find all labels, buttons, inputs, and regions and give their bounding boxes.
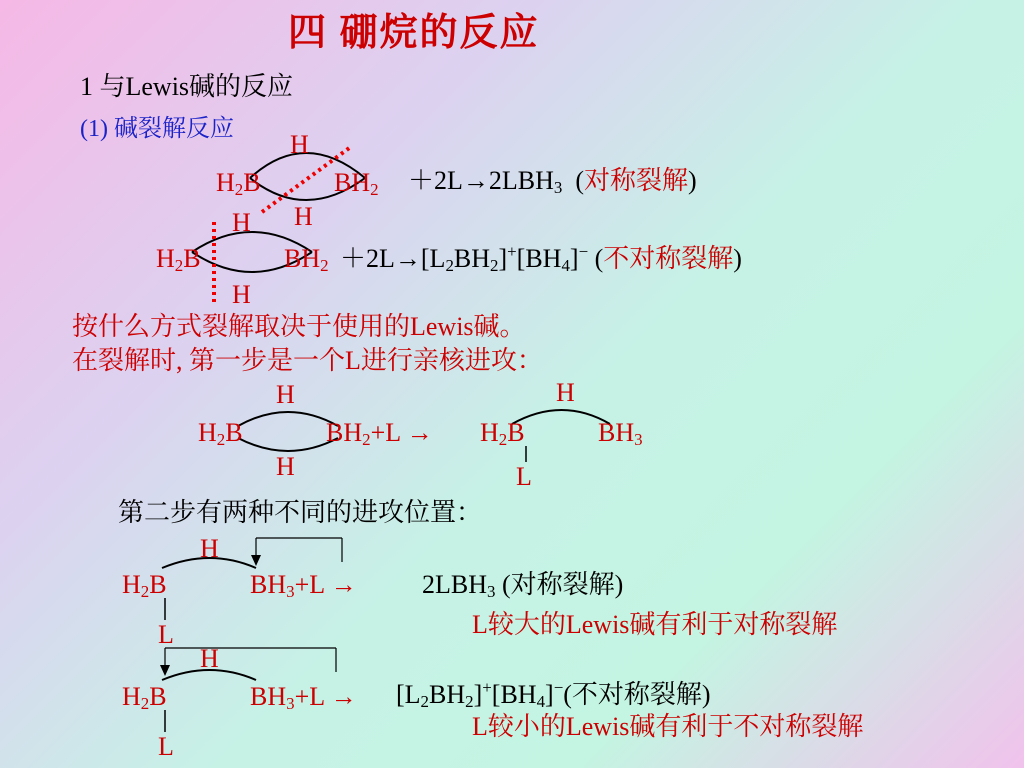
bridge-h-bottom: H	[232, 280, 251, 309]
ligand-l: L	[516, 462, 532, 491]
explanation-text: 按什么方式裂解取决于使用的Lewis碱。	[72, 312, 526, 341]
bridge-h-top: H	[200, 644, 219, 673]
bridge-bond	[238, 412, 338, 426]
section-heading: 1 与Lewis碱的反应	[80, 72, 294, 101]
bridge-h-top: H	[232, 208, 251, 237]
bridge-h-top: H	[556, 378, 575, 407]
h2b-group: $H_2B$	[480, 418, 525, 450]
bridge-h-bottom: H	[276, 452, 295, 481]
explanation-text: 第二步有两种不同的进攻位置：	[118, 498, 483, 527]
bridge-h-top: H	[276, 380, 295, 409]
bridge-bond	[512, 410, 610, 424]
bh3-group: $BH_3$	[598, 418, 643, 450]
bh2-group: $BH_2$	[334, 168, 379, 200]
bridge-bond	[238, 438, 338, 451]
step2a-comment: L较大的Lewis碱有利于对称裂解	[472, 610, 838, 639]
h2b-group: $H_2B$	[156, 244, 201, 276]
explanation-text: 在裂解时, 第一步是一个L进行亲核进攻：	[72, 346, 543, 375]
page-title: 四 硼烷的反应	[288, 12, 540, 54]
bh2-group: $BH_2$	[284, 244, 329, 276]
bh3-group: $BH_3+L$ →	[250, 682, 357, 714]
h2b-group: $H_2B$	[216, 168, 261, 200]
bridge-h-top: H	[290, 130, 309, 159]
bridge-h-top: H	[200, 534, 219, 563]
ligand-l: L	[158, 732, 174, 761]
h2b-group: $H_2B$	[122, 570, 167, 602]
bh2-group: $BH_2+L$ →	[326, 418, 433, 450]
attack-arrow-head	[251, 555, 261, 566]
bridge-h-bottom: H	[294, 202, 313, 231]
h2b-group: $H_2B$	[122, 682, 167, 714]
reaction2-rhs: $+2L\to[L_2BH_2]^+[BH_4]^-$ (不对称裂解)	[340, 241, 742, 276]
subsection-heading: (1) 碱裂解反应	[80, 116, 234, 142]
h2b-group: $H_2B$	[198, 418, 243, 450]
step2b-product: $[L_2BH_2]^+[BH_4]^-$(不对称裂解)	[396, 677, 711, 712]
step2b-comment: L较小的Lewis碱有利于不对称裂解	[472, 712, 864, 741]
step2a-product: $2LBH_3$ (对称裂解)	[422, 570, 624, 602]
bh3-group: $BH_3+L$ →	[250, 570, 357, 602]
reaction1-rhs: $+2L\to 2LBH_3$ (对称裂解)	[408, 166, 697, 198]
attack-arrow-head	[160, 665, 170, 676]
ligand-l: L	[158, 620, 174, 649]
